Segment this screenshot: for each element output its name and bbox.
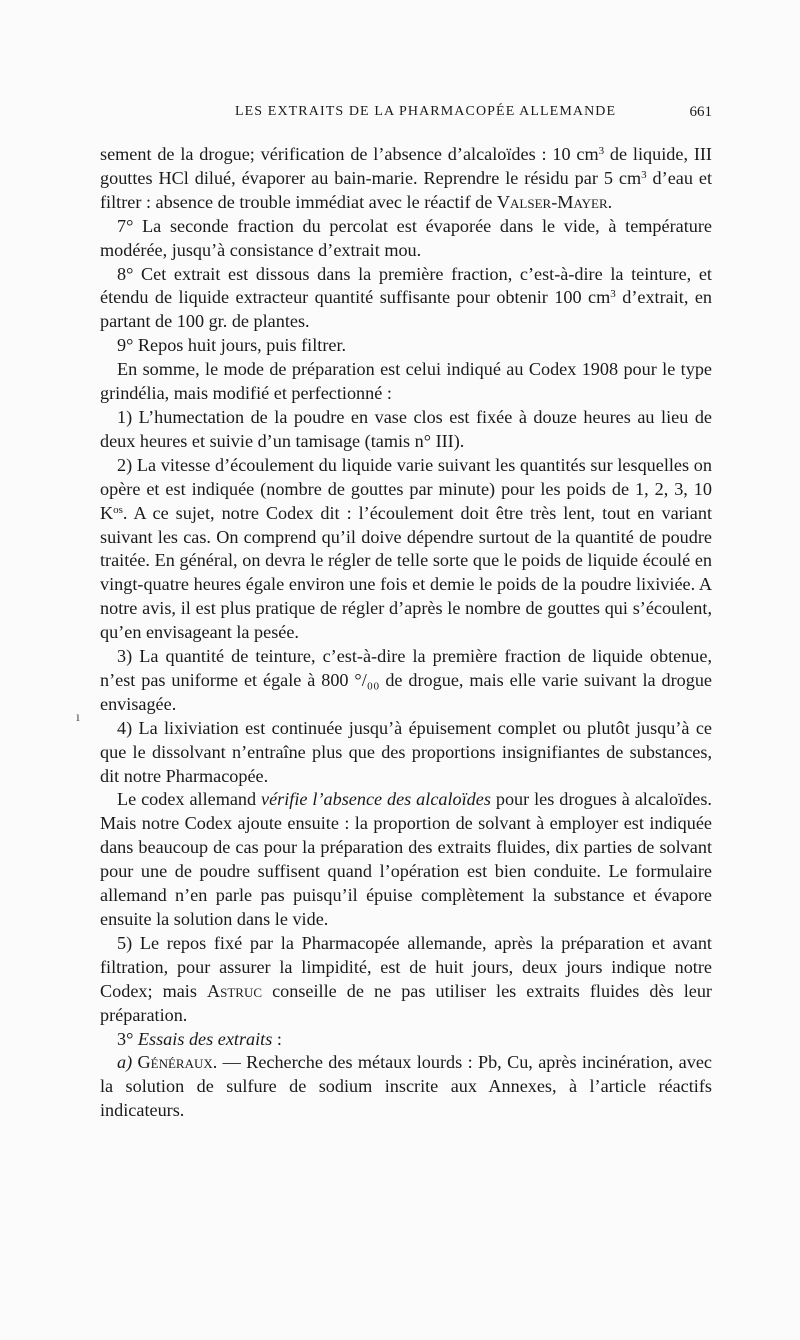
paragraph-summary: En somme, le mode de préparation est celui indiqué au Codex 1908 pour le type grindélia, mais modifié et perfectionné : <box>100 359 712 404</box>
paragraph-point-3: 3) La quantité de teinture, c’est-à-dire la première fraction de liquide obtenue, n’est pas uniforme et égale à 800 °/₀₀ de drogue, mais elle varie suivant la drogue envisagée. <box>100 646 712 714</box>
author-name: Valser-Mayer <box>496 191 608 212</box>
paragraph-point-5: 5) Le repos fixé par la Pharmacopée allemande, après la préparation et avant filtration, pour assurer la limpidité, est de huit jours, deux jours indique notre Codex; mais Astruc conseille de ne pas utiliser les extraits fluides dès leur préparation. <box>100 932 712 1025</box>
author-name: Astruc <box>206 980 263 1001</box>
body-text <box>100 143 712 1123</box>
paragraph-step-8: 8° Cet extrait est dissous dans la première fraction, c’est-à-dire la teinture, et étendu de liquide extracteur quantité suffisante pour obtenir 100 $cm^3$ d’extrait, en partant de 100 gr. de plantes. <box>100 263 712 332</box>
paragraph-generaux: a) Généraux. — Recherche des métaux lourds : Pb, Cu, après incinération, avec la solution de sulfure de sodium inscrite aux Annexes, à l’article réactifs indicateurs. <box>100 1052 712 1121</box>
paragraph-point-4: 4) La lixiviation est continuée jusqu’à épuisement complet ou plutôt jusqu’à ce que le dissolvant n’entraîne plus que des proportions insignifiantes de substances, dit notre Pharmacopée. <box>100 717 712 786</box>
section-heading-essais: 3° Essais des extraits : <box>117 1028 282 1049</box>
paragraph-codex: Le codex allemand vérifie l’absence des alcaloïdes pour les drogues à alcaloïdes. Mais notre Codex ajoute ensuite : la proportion de solvant à employer est indiquée dans beaucoup de cas pour la préparation des extraits fluides, dix parties de solvant pour une de poudre suffisent quand l’opération est bien conduite. Le formulaire allemand n’en parle pas puisqu’il épuise complètement la substance et évapore ensuite la solution dans le vide. <box>100 789 712 929</box>
running-title: LES EXTRAITS DE LA PHARMACOPÉE ALLEMANDE <box>235 104 617 119</box>
paragraph-step-9: 9° Repos huit jours, puis filtrer. <box>117 335 347 356</box>
paragraph-point-1: 1) L’humectation de la poudre en vase clos est fixée à douze heures au lieu de deux heures et suivie d’un tamisage (tamis n° III). <box>100 406 712 451</box>
margin-mark: ı <box>76 710 80 725</box>
paragraph-continuation: sement de la drogue; vérification de l’absence d’alcaloïdes : 10 $cm^3$ de liquide, III gouttes HCl dilué, évaporer au bain-marie. Reprendre le résidu par 5 $cm^3$ d’eau et filtrer : absence de trouble immédiat avec le réactif de Valser-Mayer. <box>100 144 713 212</box>
page-number: 661 <box>689 104 712 120</box>
paragraph-step-7: 7° La seconde fraction du percolat est évaporée dans le vide, à température modérée, jusqu’à consistance d’extrait mou. <box>100 215 712 260</box>
page-header <box>100 104 712 128</box>
italic-phrase: vérifie l’absence des alcaloïdes <box>261 789 491 810</box>
paragraph-point-2: 2) La vitesse d’écoulement du liquide varie suivant les quantités sur lesquelles on opère et est indiquée (nombre de gouttes par minute) pour les poids de 1, 2, 3, 10 $K^{os}$. A ce sujet, notre Codex dit : l’écoulement doit être très lent, tout en variant suivant les cas. On comprend qu’il doive dépendre surtout de la quantité de poudre traitée. En général, on devra le régler de telle sorte que le poids de liquide écoulé en vingt-quatre heures égale environ une fois et demie le poids de la poudre lixiviée. A notre avis, il est plus pratique de régler d’après le nombre de gouttes qui s’écoulent, qu’en envisageant la pesée. <box>100 454 712 643</box>
